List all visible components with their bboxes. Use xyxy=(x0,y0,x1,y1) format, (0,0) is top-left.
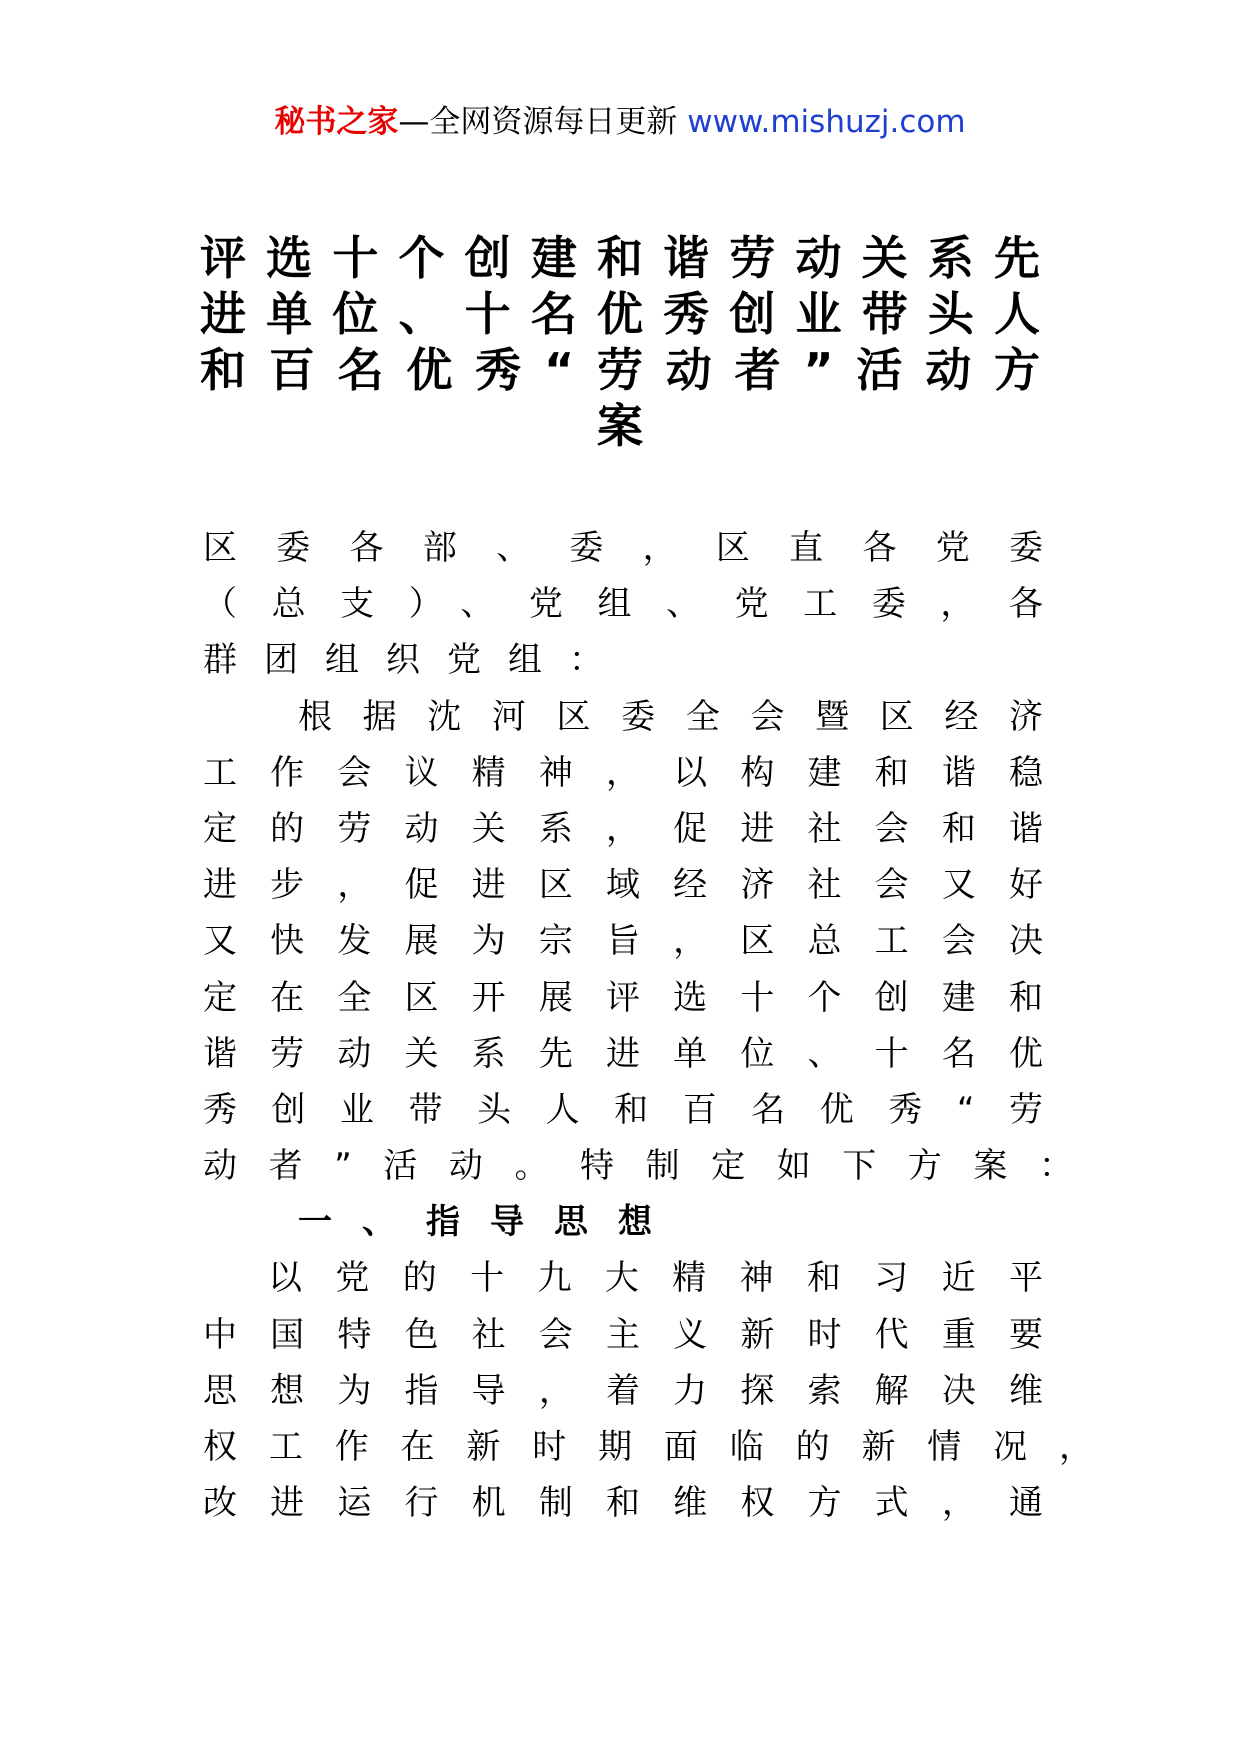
title-line: 评选十个创建和谐劳动关系先 xyxy=(200,231,1040,285)
title-line: 案 xyxy=(597,399,643,453)
paragraph-line: 以党的十九大精神和习近平 xyxy=(268,1258,1043,1299)
salutation-line: 群团组织党组： xyxy=(203,640,603,681)
paragraph-line: 谐劳动关系先进单位、十名优 xyxy=(203,1033,1043,1074)
paragraph-line: 动者”活动。特制定如下方案： xyxy=(203,1146,1073,1187)
header-tagline: —全网资源每日更新 xyxy=(398,104,678,140)
brand-name: 秘书之家 xyxy=(274,104,399,140)
document-title xyxy=(200,230,1040,454)
paragraph-line: 定的劳动关系，促进社会和谐 xyxy=(203,808,1043,849)
salutation-line: 区委各部、委，区直各党委 xyxy=(203,528,1043,568)
paragraph-line: 进步，促进区域经济社会又好 xyxy=(203,865,1043,906)
paragraph-line: 思想为指导，着力探索解决维 xyxy=(203,1370,1043,1411)
title-line: 和百名优秀“劳动者”活动方 xyxy=(200,343,1040,397)
section-heading: 一、指导思想 xyxy=(298,1202,682,1243)
paragraph-line: 工作会议精神，以构建和谐稳 xyxy=(203,752,1043,793)
paragraph-line: 又快发展为宗旨，区总工会决 xyxy=(203,921,1043,962)
document-body xyxy=(203,520,1093,1531)
paragraph-line: 改进运行机制和维权方式，通 xyxy=(203,1483,1043,1524)
paragraph-line: 根据沈河区委全会暨区经济 xyxy=(298,696,1043,737)
website-link[interactable]: www.mishuzj.com xyxy=(687,104,966,140)
title-line: 进单位、十名优秀创业带头人 xyxy=(200,287,1040,341)
salutation-line: （总支）、党组、党工委，各 xyxy=(203,584,1043,625)
page-header xyxy=(0,100,1240,144)
paragraph-line: 定在全区开展评选十个创建和 xyxy=(203,977,1043,1018)
paragraph-line: 权工作在新时期面临的新情况， xyxy=(203,1427,1093,1467)
paragraph-line: 秀创业带头人和百名优秀“劳 xyxy=(203,1089,1043,1130)
paragraph-line: 中国特色社会主义新时代重要 xyxy=(203,1314,1043,1355)
